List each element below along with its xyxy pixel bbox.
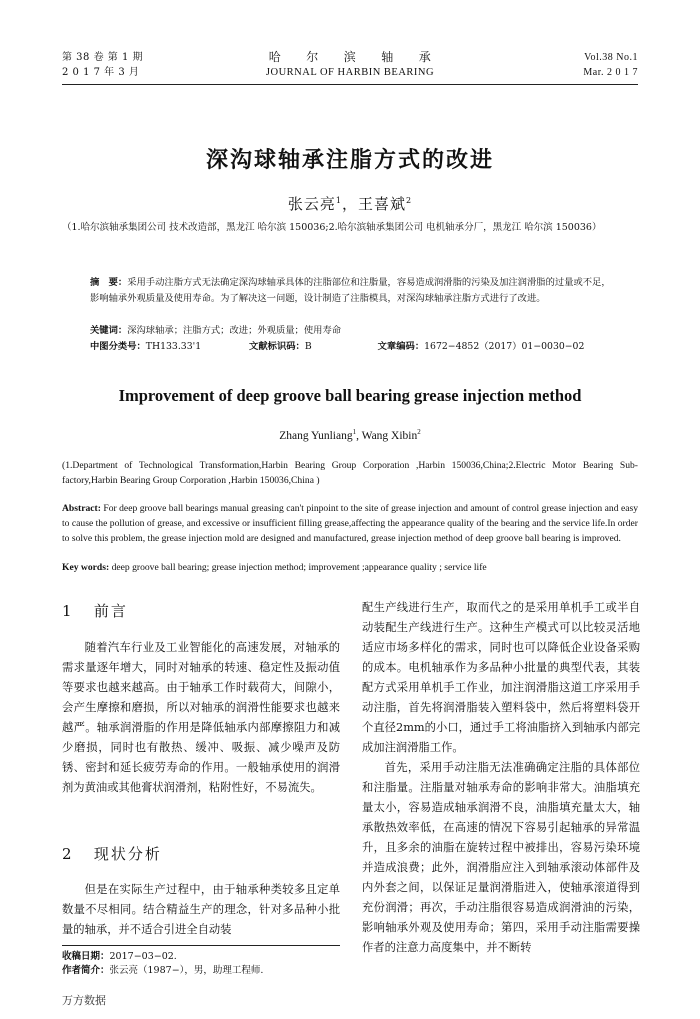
watermark: 万方数据 <box>62 994 106 1007</box>
paper-title-cn: 深沟球轴承注脂方式的改进 <box>205 147 494 173</box>
keywords-en-text: deep groove ball bearing; grease injection method; improvement ;appearance quality ; service life <box>109 562 487 573</box>
author-en-1-sup: 1 <box>352 428 357 436</box>
right-paragraph-2: 首先，采用手动注脂无法准确确定注脂的具体部位和注脂量。注脂量对轴承寿命的影响非常大。油脂填充量太小，容易造成轴承润滑不良，油脂填充量太大，轴承散热效率低，在高速的情况下容易引起轴承的异常温升，且多余的油脂在旋转过程中被排出，容易污染环境并造成浪费；此外，润滑脂应注入到轴承滚动体部件及内外套之间，以保证足量润滑脂进入，使轴承滚道得到充份润滑；再次，手动注脂很容易造成润滑油的污染，影响轴承外观及使用寿命；第四，采用手动注脂需要操作者的注意力高度集中，并不断转 <box>362 761 640 954</box>
section-2-number: 2 <box>62 845 74 863</box>
author-en-sep: , <box>356 429 362 442</box>
affiliation-en: (1.Department of Technological Transformation,Harbin Bearing Group Corporation ,Harbin 150036,China;2.Electric Motor Bearing Sub-factory,Harbin Bearing Group Corporation ,Harbin 150036,China ) <box>62 460 638 486</box>
journal-name-cn: 哈 尔 滨 轴 承 <box>268 50 432 64</box>
received-label: 收稿日期： <box>62 951 110 962</box>
clc-label: 中图分类号： <box>90 341 146 352</box>
volume-issue: 第 38 卷 第 1 期 <box>62 52 143 63</box>
article-code-label: 文章编码： <box>377 341 425 352</box>
author-1: 张云亮 <box>287 195 336 213</box>
section-2-title: 现状分析 <box>93 845 162 863</box>
keywords-cn-label: 关键词： <box>90 325 128 336</box>
abstract-en-label: Abstract: <box>62 503 101 514</box>
abstract-en-text: For deep groove ball bearings manual greasing can't pinpoint to the site of grease injection and amount of control grease injection and easy to cause the pollution of grease, and excessive or insufficient filling grease,affecting the appearance quality of the bearing and the service life.In order to solve this problem, the grease injection mold are designed and manufactured, grease injection method of deep groove ball bearing is improved. <box>62 503 638 544</box>
section-2-heading <box>62 843 162 864</box>
received-date: 2017−03−02. <box>109 951 177 962</box>
author-2-sup: 2 <box>406 196 413 205</box>
section-1-body <box>62 638 340 798</box>
footnote-rule <box>62 945 340 946</box>
section-2-paragraph: 但是在实际生产过程中，由于轴承种类较多且定单数量不尽相同。结合精益生产的理念，针对多品种小批量的轴承，并不适合引进全自动装 <box>62 883 340 936</box>
doc-code-value: B <box>304 341 312 352</box>
author-en-2: Wang Xibin <box>361 429 418 442</box>
abstract-cn-label: 摘 要： <box>90 277 128 288</box>
abstract-cn <box>90 275 618 307</box>
volume-issue-en: Vol.38 No.1 <box>584 52 638 63</box>
clc-value: TH133.33'1 <box>145 341 202 352</box>
authors-cn <box>0 193 700 214</box>
right-column-body <box>362 598 640 958</box>
classification-line <box>90 339 618 355</box>
author-2: 王喜斌 <box>358 195 407 213</box>
footnote-author <box>62 964 352 978</box>
author-en-1: Zhang Yunliang <box>279 429 353 442</box>
publish-date-en: Mar. 2 0 1 7 <box>583 67 638 78</box>
author-en-2-sup: 2 <box>417 428 421 436</box>
section-1-paragraph: 随着汽车行业及工业智能化的高速发展，对轴承的需求量逐年增大，同时对轴承的转速、稳定性及振动值等要求也越来越高。由于轴承工作时载荷大，间隙小，会产生摩擦和磨损，所以对轴承的润滑性能要求也越来越严。轴承润滑脂的作用是降低轴承内部摩擦阻力和减少磨损，同时也有散热、缓冲、吸振、减少噪声及防锈、密封和延长疲劳寿命的作用。一般轴承使用的润滑剂为黄油或其他膏状润滑剂，粘附性好，不易流失。 <box>62 641 340 794</box>
right-paragraph-1: 配生产线进行生产，取而代之的是采用单机手工或半自动装配生产线进行生产。这种生产模式可以比较灵活地适应市场多样化的需求，同时也可以降低企业设备采购的成本。电机轴承作为多品种小批量的典型代表，其装配方式采用单机手工作业，加注润滑脂这道工序采用手动注脂，首先将润滑脂装入塑料袋中，然后将塑料袋开个直径2mm的小口，通过手工将油脂挤入到轴承内部完成加注润滑脂工作。 <box>362 601 640 754</box>
section-1-title: 前言 <box>93 602 128 620</box>
keywords-cn-text: 深沟球轴承；注脂方式；改进；外观质量；使用寿命 <box>127 325 342 336</box>
section-1-number: 1 <box>62 602 74 620</box>
author-sep: ， <box>341 195 358 213</box>
abstract-en <box>62 502 638 546</box>
article-code-value: 1672−4852（2017）01−0030−02 <box>424 341 585 352</box>
authors-en <box>0 428 700 442</box>
header-rule <box>62 84 638 85</box>
affiliation-cn: （1.哈尔滨轴承集团公司 技术改造部，黑龙江 哈尔滨 150036;2.哈尔滨轴承集团公司 电机轴承分厂，黑龙江 哈尔滨 150036） <box>62 222 602 233</box>
publish-date: 2 0 1 7 年 3 月 <box>62 67 140 78</box>
section-2-body <box>62 880 340 940</box>
section-1-heading <box>62 600 128 621</box>
paper-title-en: Improvement of deep groove ball bearing grease injection method <box>118 386 582 405</box>
footnote-received <box>62 950 352 964</box>
abstract-cn-text: 采用手动注脂方式无法确定深沟球轴承具体的注脂部位和注脂量，容易造成润滑脂的污染及加注润滑脂的过量或不足，影响轴承外观质量及使用寿命。为了解决这一问题，设计制造了注脂模具，对深沟球轴承注脂方式进行了改进。 <box>90 277 611 304</box>
author-bio-label: 作者简介： <box>62 965 110 976</box>
keywords-cn <box>90 323 618 339</box>
journal-name-en: JOURNAL OF HARBIN BEARING <box>265 67 435 78</box>
keywords-en <box>62 561 638 576</box>
keywords-en-label: Key words: <box>62 562 110 573</box>
author-1-sup: 1 <box>335 196 342 205</box>
author-bio: 张云亮（1987−），男，助理工程师. <box>109 965 264 976</box>
doc-code-label: 文献标识码： <box>249 341 305 352</box>
